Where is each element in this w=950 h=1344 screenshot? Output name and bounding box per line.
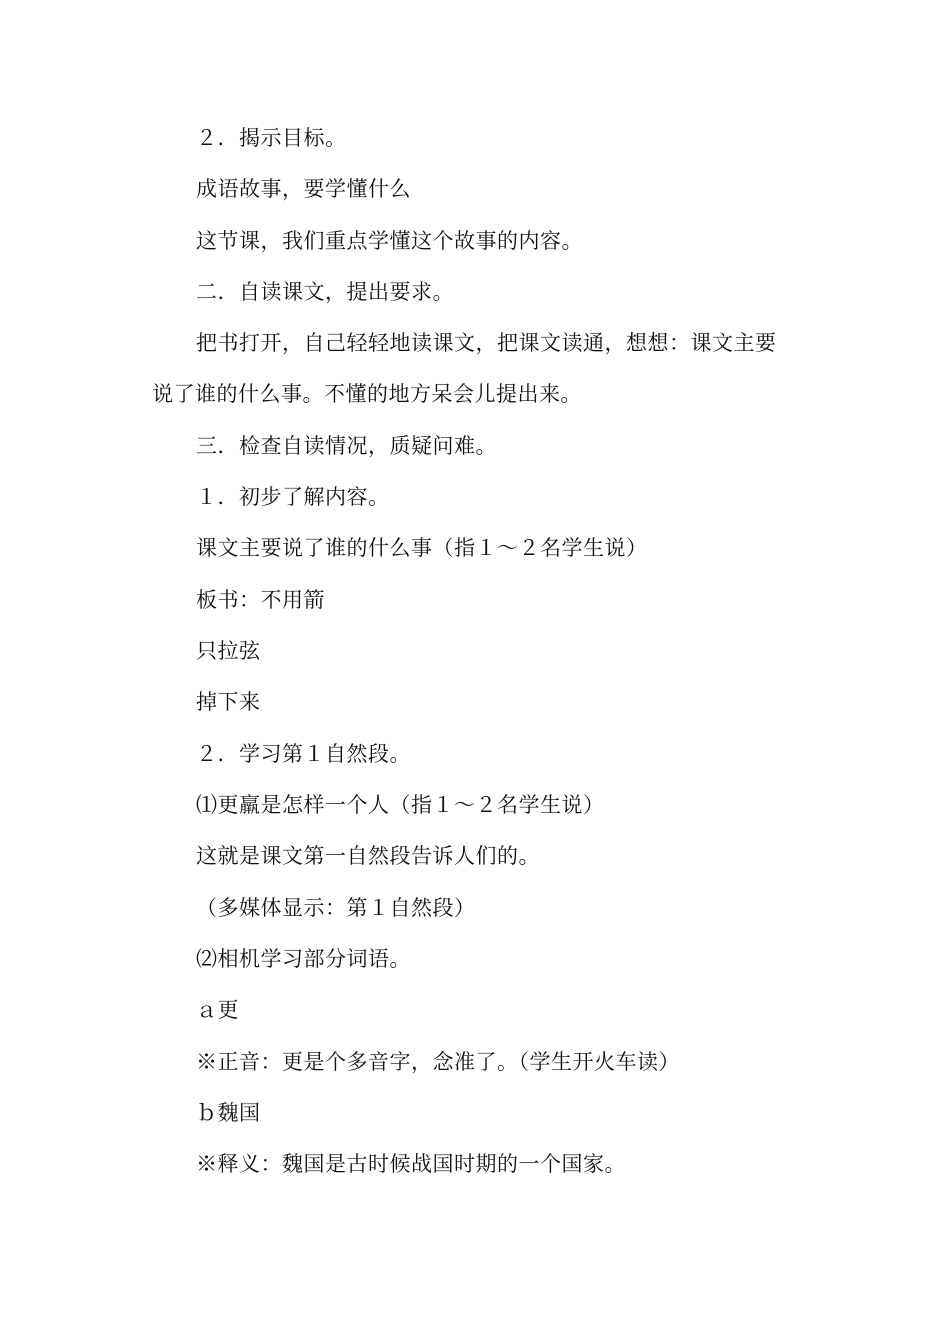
text-line: ２．学习第１自然段。	[196, 742, 411, 766]
text-line: 三．检查自读情况，质疑问难。	[196, 434, 497, 458]
text-line: 说了谁的什么事。不懂的地方呆会儿提出来。	[152, 382, 582, 406]
text-line: ⑴更羸是怎样一个人（指１～２名学生说）	[196, 793, 605, 817]
text-line: 掉下来	[196, 690, 261, 714]
text-line: 这就是课文第一自然段告诉人们的。	[196, 844, 540, 868]
text-line: （多媒体显示：第１自然段）	[196, 896, 476, 920]
text-line: 成语故事，要学懂什么	[196, 177, 411, 201]
text-line: 二．自读课文，提出要求。	[196, 280, 454, 304]
text-line: ⑵相机学习部分词语。	[196, 947, 411, 971]
text-line: 板书：不用箭	[196, 588, 325, 612]
text-line: ａ更	[196, 998, 239, 1022]
text-line: ｂ魏国	[196, 1101, 261, 1125]
text-line: 把书打开，自己轻轻地读课文，把课文读通，想想：课文主要	[196, 331, 777, 355]
text-line: 只拉弦	[196, 639, 261, 663]
text-line: 这节课，我们重点学懂这个故事的内容。	[196, 229, 583, 253]
text-line: ※正音：更是个多音字，念准了。（学生开火车读）	[196, 1050, 680, 1074]
text-line: ２．揭示目标。	[196, 126, 347, 150]
text-line: ※释义：魏国是古时候战国时期的一个国家。	[196, 1152, 626, 1176]
text-line: １．初步了解内容。	[196, 485, 390, 509]
text-line: 课文主要说了谁的什么事（指１～２名学生说）	[196, 536, 648, 560]
